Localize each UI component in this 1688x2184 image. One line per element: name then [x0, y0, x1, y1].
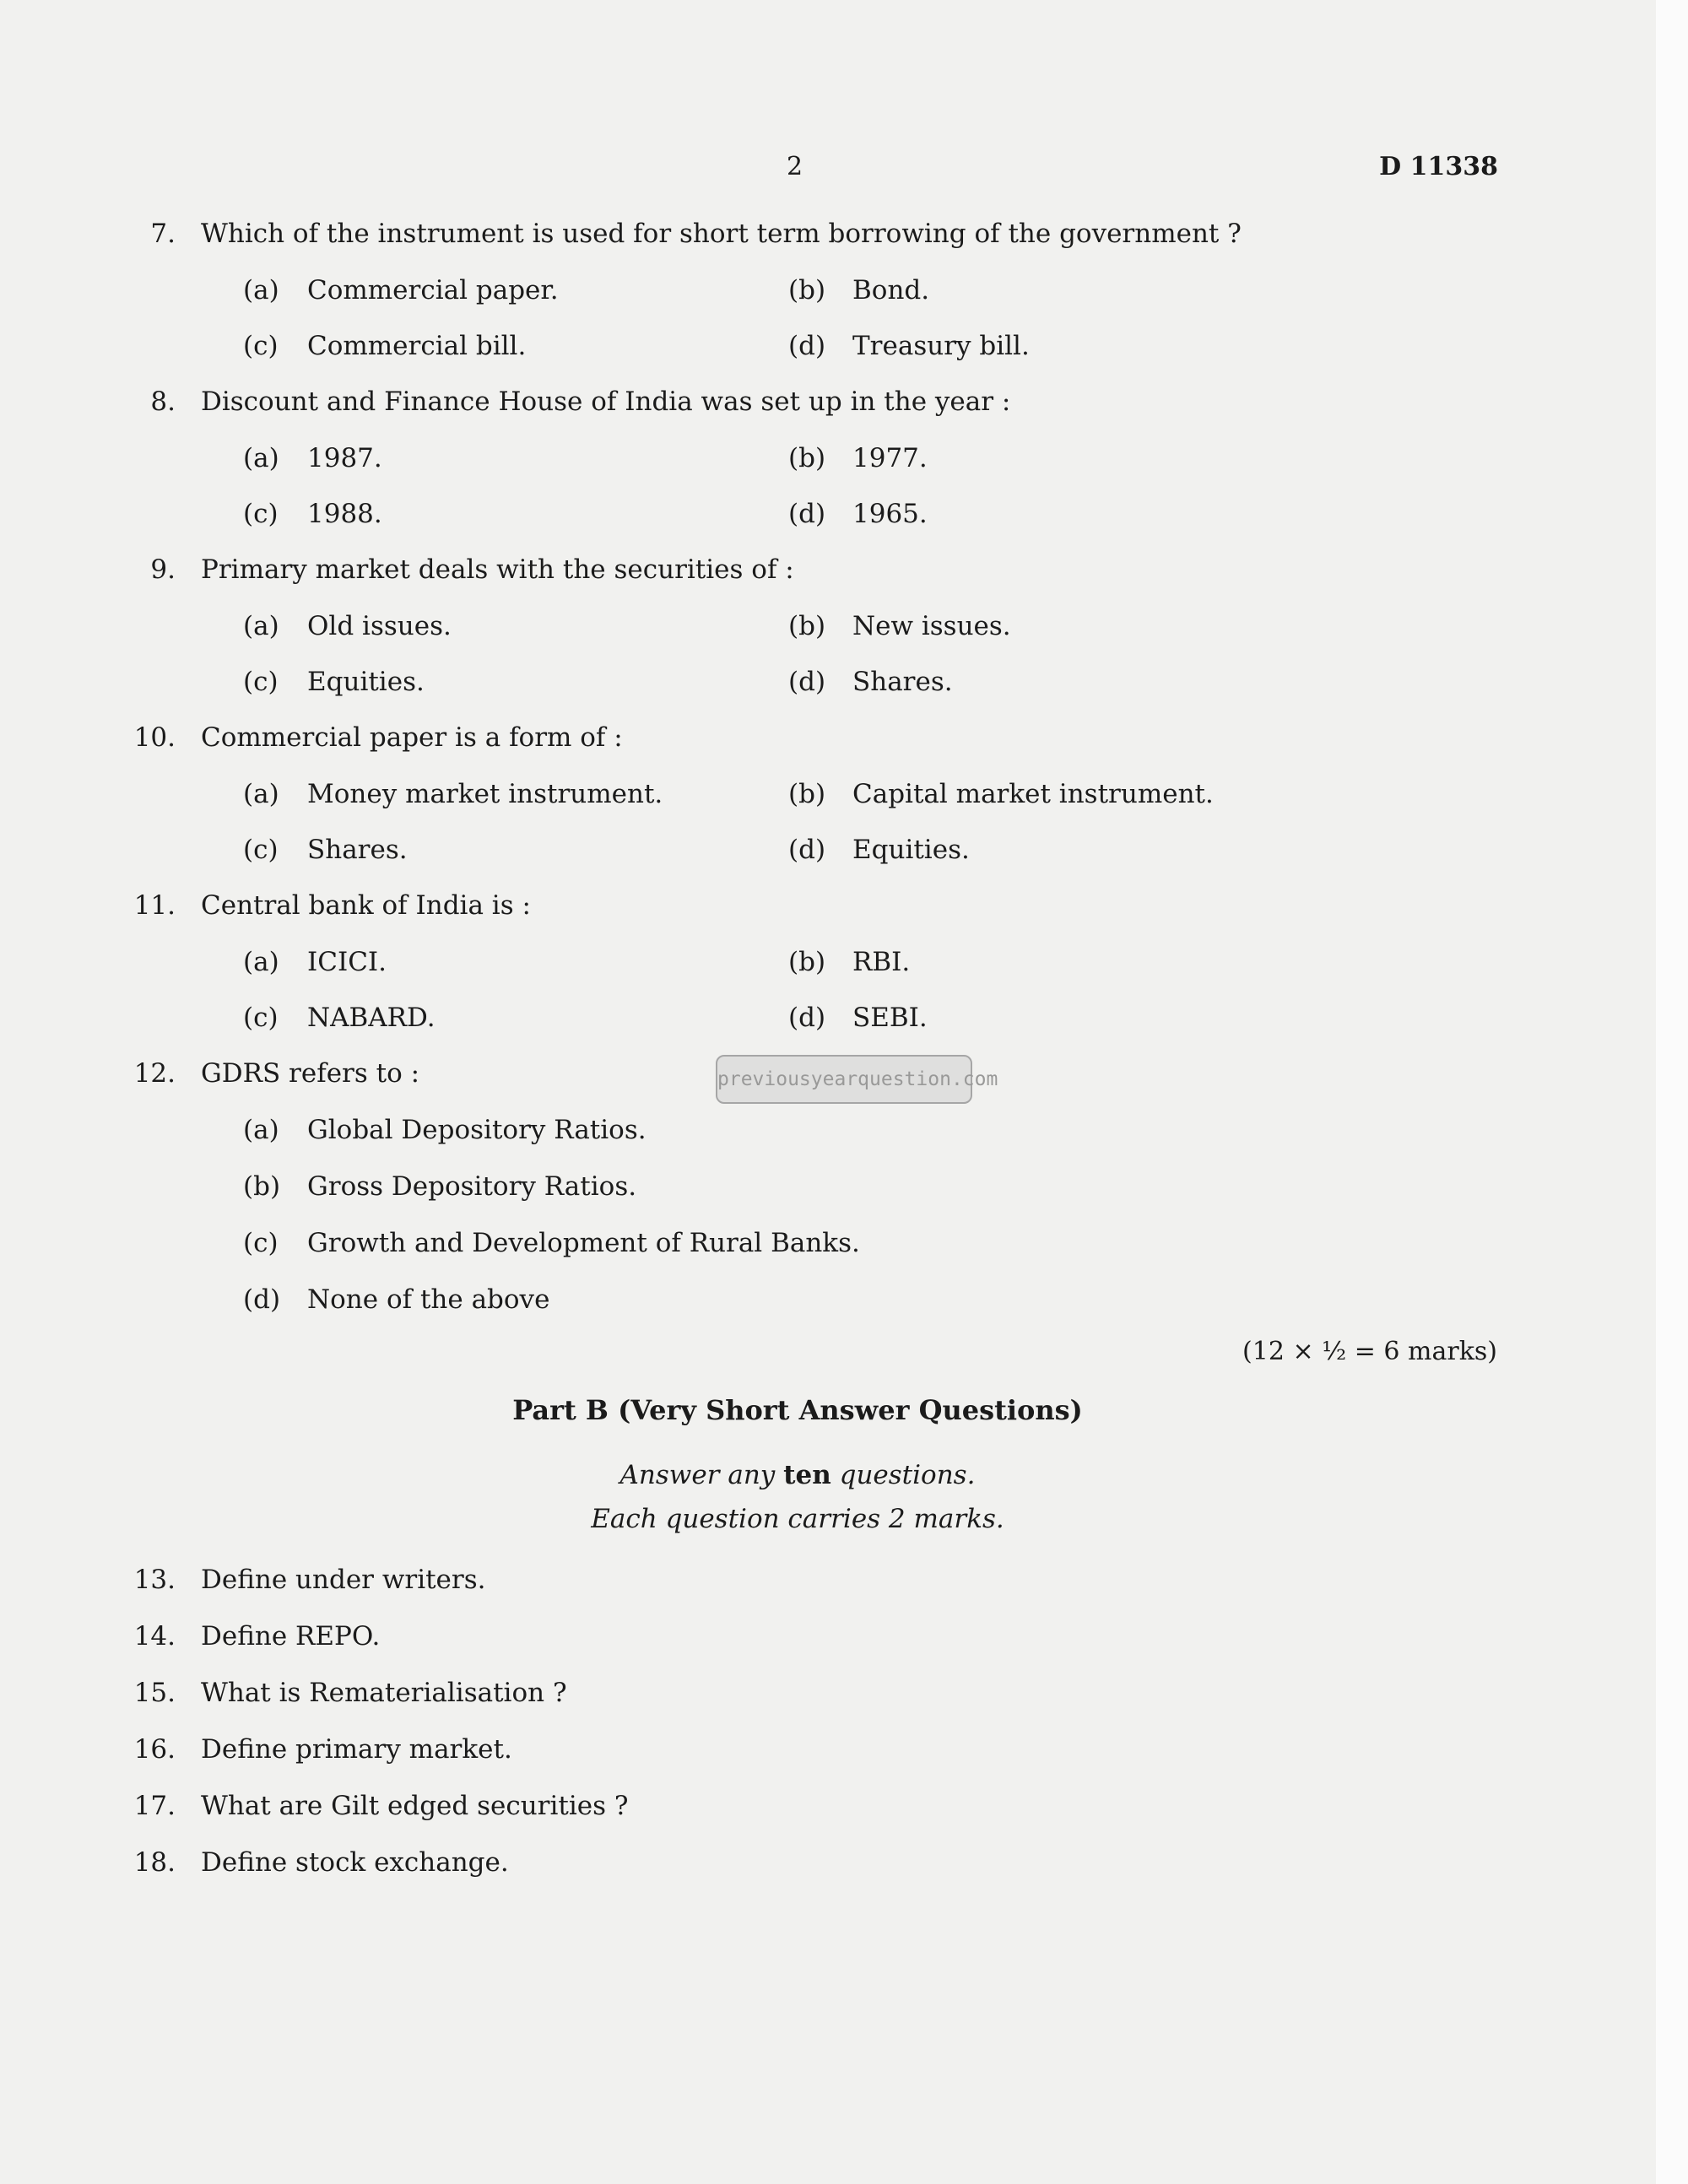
- question-number: 14.: [133, 1621, 176, 1652]
- option-7d: [788, 329, 1030, 363]
- option-12c: [243, 1226, 860, 1260]
- option-8a: [243, 441, 382, 475]
- option-label: (b): [788, 947, 826, 977]
- question-text: Central bank of India is :: [201, 890, 531, 921]
- part-a-marks: (12 × ½ = 6 marks): [1242, 1337, 1497, 1366]
- option-label: (a): [243, 443, 279, 473]
- option-text: Shares.: [307, 835, 408, 865]
- instruction-text: Answer any: [619, 1460, 784, 1490]
- question-text: Define primary market.: [201, 1734, 512, 1765]
- scan-edge: [1656, 0, 1688, 2184]
- question-text: Discount and Finance House of India was set up in the year :: [201, 387, 1011, 417]
- instruction-emphasis: ten: [783, 1460, 831, 1490]
- option-label: (a): [243, 947, 279, 977]
- question-text: GDRS refers to :: [201, 1058, 420, 1089]
- option-text: Gross Depository Ratios.: [307, 1171, 637, 1202]
- option-text: Old issues.: [307, 611, 452, 641]
- part-b-marks-note: Each question carries 2 marks.: [591, 1504, 1004, 1534]
- option-label: (a): [243, 779, 279, 809]
- question-number: 9.: [150, 554, 176, 585]
- option-text: Growth and Development of Rural Banks.: [307, 1228, 860, 1258]
- option-text: Equities.: [852, 835, 970, 865]
- question-text: Commercial paper is a form of :: [201, 722, 623, 753]
- option-label: (d): [788, 499, 826, 529]
- option-11d: [788, 1001, 928, 1035]
- option-text: Global Depository Ratios.: [307, 1115, 647, 1145]
- option-11b: [788, 945, 910, 979]
- option-label: (b): [243, 1171, 281, 1202]
- option-text: 1987.: [307, 443, 382, 473]
- option-text: RBI.: [852, 947, 911, 977]
- question-number: 15.: [133, 1678, 176, 1708]
- page-number: 2: [787, 152, 803, 181]
- option-label: (c): [243, 667, 279, 697]
- option-text: Treasury bill.: [852, 331, 1030, 361]
- option-label: (c): [243, 331, 279, 361]
- question-text: What is Rematerialisation ?: [201, 1678, 567, 1708]
- option-11a: [243, 945, 387, 979]
- option-9d: [788, 665, 953, 699]
- option-7a: [243, 273, 559, 307]
- question-text: Which of the instrument is used for short term borrowing of the government ?: [201, 219, 1242, 249]
- option-label: (b): [788, 779, 826, 809]
- option-9b: [788, 609, 1011, 643]
- option-label: (a): [243, 611, 279, 641]
- option-text: 1988.: [307, 499, 382, 529]
- instruction-text: questions.: [830, 1460, 976, 1490]
- question-text: Define under writers.: [201, 1565, 486, 1595]
- option-label: (d): [788, 667, 826, 697]
- option-text: ICICI.: [307, 947, 387, 977]
- option-text: Money market instrument.: [307, 779, 663, 809]
- option-label: (d): [243, 1284, 281, 1315]
- option-8d: [788, 497, 928, 531]
- option-label: (d): [788, 835, 826, 865]
- part-b-title: Part B (Very Short Answer Questions): [512, 1394, 1083, 1426]
- question-number: 16.: [133, 1734, 176, 1765]
- question-text: What are Gilt edged securities ?: [201, 1791, 629, 1821]
- option-8b: [788, 441, 928, 475]
- option-text: 1965.: [852, 499, 928, 529]
- option-12a: [243, 1113, 647, 1147]
- option-9c: [243, 665, 425, 699]
- option-8c: [243, 497, 382, 531]
- option-label: (b): [788, 443, 826, 473]
- option-text: Commercial paper.: [307, 275, 559, 305]
- option-10a: [243, 777, 663, 811]
- option-text: 1977.: [852, 443, 928, 473]
- option-label: (a): [243, 275, 279, 305]
- watermark-stamp: previousyearquestion.com: [716, 1055, 972, 1104]
- option-label: (c): [243, 1228, 279, 1258]
- question-text: Define REPO.: [201, 1621, 381, 1652]
- option-10c: [243, 833, 408, 867]
- option-label: (c): [243, 835, 279, 865]
- option-text: None of the above: [307, 1284, 550, 1315]
- option-7c: [243, 329, 526, 363]
- option-10b: [788, 777, 1214, 811]
- option-text: NABARD.: [307, 1003, 436, 1033]
- option-label: (b): [788, 611, 826, 641]
- question-number: 17.: [133, 1791, 176, 1821]
- question-number: 11.: [133, 890, 176, 921]
- question-number: 10.: [133, 722, 176, 753]
- paper-code: D 11338: [1379, 152, 1498, 181]
- option-label: (c): [243, 1003, 279, 1033]
- question-number: 12.: [133, 1058, 176, 1089]
- option-text: New issues.: [852, 611, 1011, 641]
- option-12b: [243, 1170, 636, 1203]
- option-text: Commercial bill.: [307, 331, 527, 361]
- part-b-instruction: [0, 1460, 1595, 1490]
- option-label: (d): [788, 331, 826, 361]
- question-number: 7.: [150, 219, 176, 249]
- question-number: 13.: [133, 1565, 176, 1595]
- option-11c: [243, 1001, 436, 1035]
- option-10d: [788, 833, 970, 867]
- option-9a: [243, 609, 452, 643]
- option-text: SEBI.: [852, 1003, 928, 1033]
- question-number: 8.: [150, 387, 176, 417]
- option-7b: [788, 273, 929, 307]
- option-text: Shares.: [852, 667, 953, 697]
- question-number: 18.: [133, 1847, 176, 1878]
- option-text: Bond.: [852, 275, 930, 305]
- option-label: (b): [788, 275, 826, 305]
- question-text: Primary market deals with the securities of :: [201, 554, 794, 585]
- option-text: Equities.: [307, 667, 425, 697]
- option-12d: [243, 1283, 549, 1316]
- option-label: (c): [243, 499, 279, 529]
- option-label: (d): [788, 1003, 826, 1033]
- option-text: Capital market instrument.: [852, 779, 1214, 809]
- question-text: Define stock exchange.: [201, 1847, 509, 1878]
- option-label: (a): [243, 1115, 279, 1145]
